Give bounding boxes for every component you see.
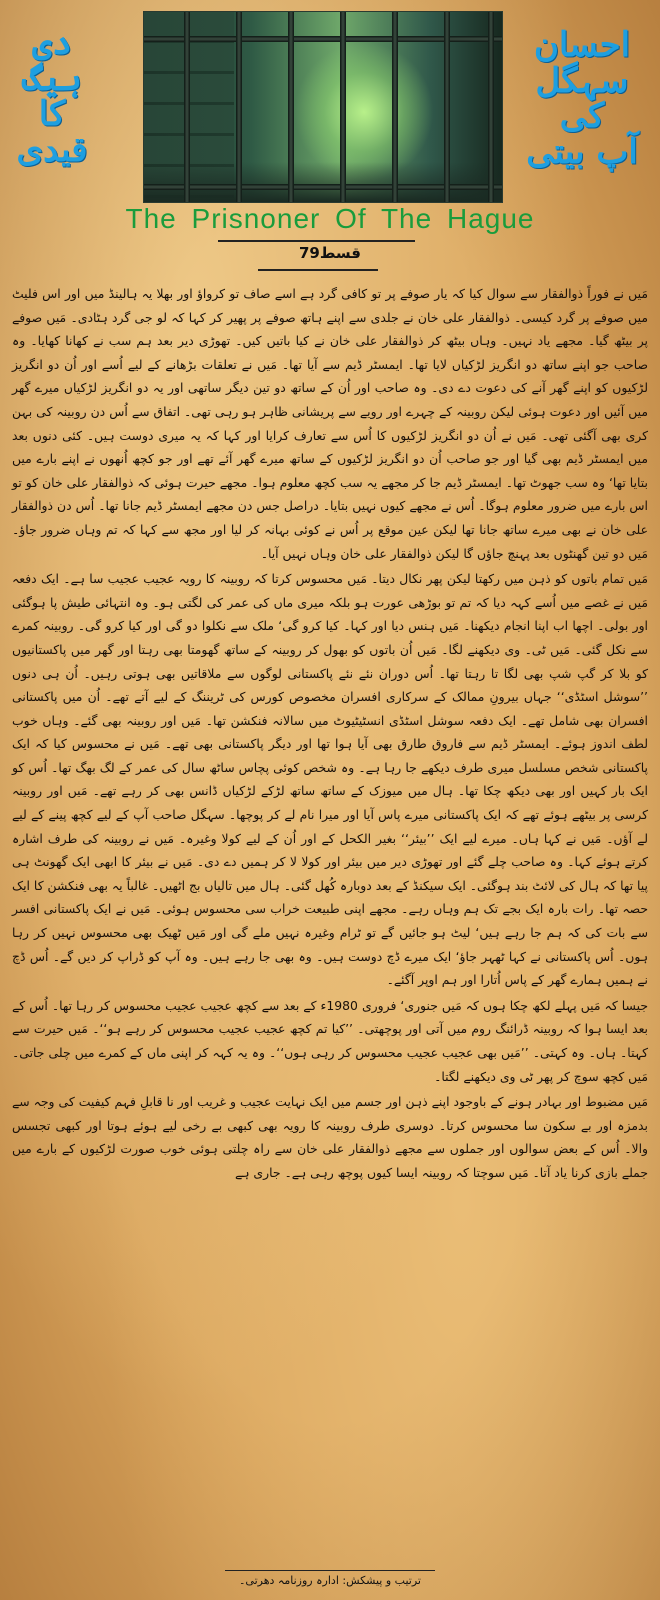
- paragraph: جیسا کہ مَیں پہلے لکھ چکا ہوں کہ مَیں جنوری‘ فروری 1980ء کے بعد سے کچھ عجیب عجیب محسوس کر رہا تھا۔ اُس کے بعد ایسا ہوا کہ روبینہ ڈرائنگ روم میں آتی اور پوچھتی۔ ’’کیا تم کچھ عجیب عجیب محسوس کر رہے ہو‘‘۔ مَیں حیرت سے کہتا۔ ہاں۔ وہ کہتی۔ ’’مَیں بھی عجیب عجیب محسوس کر رہی ہوں‘‘۔ وہ یہ کہہ کر اپنی ماں کے کمرے میں چلی جاتی۔ مَیں کچھ سوچ کر پھر ٹی وی دیکھنے لگتا۔: [12, 997, 648, 1084]
- urdu-title-left-line: دی ہیگ: [22, 23, 82, 99]
- english-title: The Prisnoner Of The Hague: [125, 203, 535, 234]
- credit-line: ترتیب و پیشکش: ادارہ روزنامہ دھرتی۔: [238, 1574, 421, 1587]
- title-divider: [218, 240, 415, 242]
- urdu-title-left-line: کا: [38, 94, 66, 135]
- paragraph: مَیں مضبوط اور بہادر ہونے کے باوجود اپنے ذہن اور جسم میں ایک نہایت عجیب و غریب اور نا قابلِ فہم کیفیت کی وجہ سے بدمزہ اور بے سکون سا محسوس کرتا۔ دوسری طرف روبینہ کا رویہ بھی کبھی بے رخی لیے ہوئے ہوتا اور کبھی تجسس والا۔ اُس کے بعض سوالوں اور جملوں سے مجھے ذوالفقار علی خان سے راہ چلتی ہوئی خوب صورت لڑکیوں کے بارے میں جملے بازی کرنا یاد آتا۔ مَیں سوچتا کہ روبینہ ایسا کیوں پوچھ رہی ہے۔ جاری ہے: [12, 1094, 648, 1180]
- urdu-title-right-line: احسان سہگل: [533, 25, 631, 101]
- urdu-title-left: [2, 23, 102, 171]
- urdu-title-right-line: کی: [559, 96, 605, 137]
- urdu-title-left-line: قیدی: [16, 130, 88, 171]
- episode-label: قسط79: [298, 244, 362, 262]
- episode-divider: [258, 269, 378, 271]
- header: [0, 0, 660, 205]
- credit-divider: [225, 1570, 435, 1571]
- urdu-title-right: [508, 25, 656, 173]
- urdu-title-right-line: آپ بیتی: [526, 132, 638, 173]
- prison-bars-image: [143, 11, 503, 203]
- article-body: [12, 282, 648, 1187]
- paragraph: مَیں تمام باتوں کو ذہن میں رکھتا لیکن پھر نکال دیتا۔ مَیں محسوس کرتا کہ روبینہ کا رویہ عجیب عجیب سا ہے۔ ایک دفعہ مَیں نے غصے میں اُسے کہہ دیا کہ تم تو بوڑھی عورت ہو بلکہ میری ماں کی عمر کی لگتی ہو۔ وہ انتہائی طیش پا ہوگئی اور بولی۔ اچھا اب اپنا انجام دیکھنا۔ مَیں ہنس دیا اور کہا۔ کیا کرو گی‘ ملک سے نکلوا دو گی اور کیا کرو گی۔ روبینہ کمرے سے نکل گئی۔ مَیں ٹی۔ وی دیکھنے لگا۔ مَیں اُن باتوں کو بھول کر روبینہ کے ساتھ گھومتا بھی رہتا اور گھر میں پاکستانیوں کو بلا کر گپ شپ بھی لگا تا رہتا تھا۔ اُس دوران نئے نئے پاکستانی لوگوں سے ملاقاتیں بھی ہوتی رہیں۔ اُن ہی دنوں ’’سوشل اسٹڈی‘‘ جہاں بیرونِ ممالک کے سرکاری افسران مخصوص کورس کی ٹریننگ کے لیے آتے تھے۔ اُن میں پاکستانی افسران بھی شامل تھے۔ ایک دفعہ سوشل اسٹڈی انسٹیٹیوٹ میں سالانہ فنکشن تھا۔ مَیں اور روبینہ بھی گئے۔ وہاں خوب لطف اندوز ہوئے۔ ایمسٹر ڈیم سے فاروق طارق بھی آیا ہوا تھا اور دیگر پاکستانی بھی تھے۔ مَیں نے محسوس کیا کہ ایک پاکستانی شخص مسلسل میری طرف دیکھے جا رہا ہے۔ وہ شخص کوئی پچاس ساٹھ سال کی عمر کے لگ بھگ تھا۔ اُس کو ایک بار کہیں اور بھی دیکھ چکا تھا۔ ہال میں میوزک کے ساتھ ساتھ لڑکے لڑکیاں ڈانس بھی کر رہے تھے۔ مَیں اور روبینہ کرسی پر بیٹھے ہوئے تھے کہ ایک پاکستانی میرے پاس آیا اور میرا نام لے کر پوچھا۔ سہگل صاحب آپ کے لیے کچھ پینے کے لیے لے آؤں۔ مَیں نے کہا ہاں۔ میرے لیے ایک ’’بیئر‘‘ بغیر الکحل کے اور اُن کے لیے کولا وغیرہ۔ مَیں نے روبینہ کی طرف اشارہ کرتے ہوئے کہا۔ وہ صاحب چلے گئے اور تھوڑی دیر میں بیئر اور کولا لا کر ہمیں دے دی۔ مَیں نے بیئر کا ابھی ایک گھونٹ ہی پیا تھا کہ ہال کی لائٹ بند ہوگئی۔ ایک سیکنڈ کے بعد دوبارہ کُھل گئی۔ ہال میں تالیاں بج اٹھیں۔ غالباً یہ بھی فنکشن کا ایک حصہ تھا۔ رات بارہ ایک بجے تک ہم وہاں رہے۔ مجھے اپنی طبیعت خراب سی محسوس ہوئی۔ مَیں نے ایک پاکستانی افسر سے بات کی کہ ہم جا رہے ہیں‘ لیٹ ہو جائیں گے تو ٹرام وغیرہ نہیں ملے گی اور مَیں ٹھیک بھی محسوس نہیں کر رہا ہوں۔ اُس پاکستانی نے کہا ٹھہر جاؤ‘ ایک میرے ڈچ دوست ہیں۔ وہ بھی جا رہے ہیں۔ وہ آپ کو ڈراپ کر دیں گے۔ اُس ڈچ نے ہمیں ہمارے گھر کے پاس اُتارا اور ہم اوپر آگئے۔: [12, 571, 648, 988]
- paragraph: مَیں نے فوراً ذوالفقار سے سوال کیا کہ یار صوفے پر تو کافی گرد ہے اسے صاف تو کرواؤ اور بھلا یہ ہالینڈ میں اور اس فلیٹ میں صوفے پر گرد کیسی۔ ذوالفقار علی خان نے جلدی سے اپنے ہاتھ صوفے پر پھیر کر کہا کہ لو جی گرد ہٹادی۔ مَیں صوفے پر بیٹھ گیا۔ مجھے یاد نہیں۔ وہاں بیٹھ کر ذوالفقار علی خان نے کیا باتیں کیں۔ تھوڑی دیر بعد ہم سب نے کھانا کھایا۔ وہ صاحب جو اپنے ساتھ دو انگریز لڑکیاں لایا تھا۔ ایمسٹر ڈیم سے آیا تھا۔ مَیں نے تعلقات بڑھانے کے لیے اُسے اور اُن دو انگریز لڑکیوں کو اپنے گھر آنے کی دعوت دے دی۔ وہ صاحب اور اُن کے ساتھ دو تین دیگر ساتھی اور یہ دو انگریز لڑکیاں میرے گھر میں آئیں اور دعوت ہوئی لیکن روبینہ کے چہرے اور رویے سے پریشانی ظاہر ہو رہی تھی۔ اتفاق سے اُس دن روبینہ کی بہن کری بھی آگئی تھی۔ مَیں نے اُن دو انگریز لڑکیوں کا اُس سے تعارف کرایا اور کہا کہ یہ میری دوست ہیں۔ کئی دنوں بعد میں ایمسٹر ڈیم بھی گیا اور جو صاحب اُن دو انگریز لڑکیوں کے ساتھ میرے گھر آئے تھے اور جو کچھ اُنھوں نے اپنے بارے میں بتایا تھا‘ وہ سب جھوٹ تھا۔ ایمسٹر ڈیم جا کر مجھے یہ سب کچھ معلوم ہوا۔ مجھے حیرت ہوئی کہ ذوالفقار علی خان کو تو اس بارے میں ضرور معلوم ہوگا۔ اُس نے مجھے کیوں نہیں بتایا۔ دراصل جس دن مجھے ایمسٹر ڈیم جانا تھا۔ اُس دن ذوالفقار علی خان نے بھی میرے ساتھ جانا تھا لیکن عین موقع پر اُس نے کوئی بہانہ کر لیا اور مجھ سے کہا کہ تم وہاں ضرور جاؤ۔ مَیں دو تین گھنٹوں بعد پہنچ جاؤں گا لیکن ذوالفقار علی خان وہاں نہیں آیا۔: [12, 286, 648, 561]
